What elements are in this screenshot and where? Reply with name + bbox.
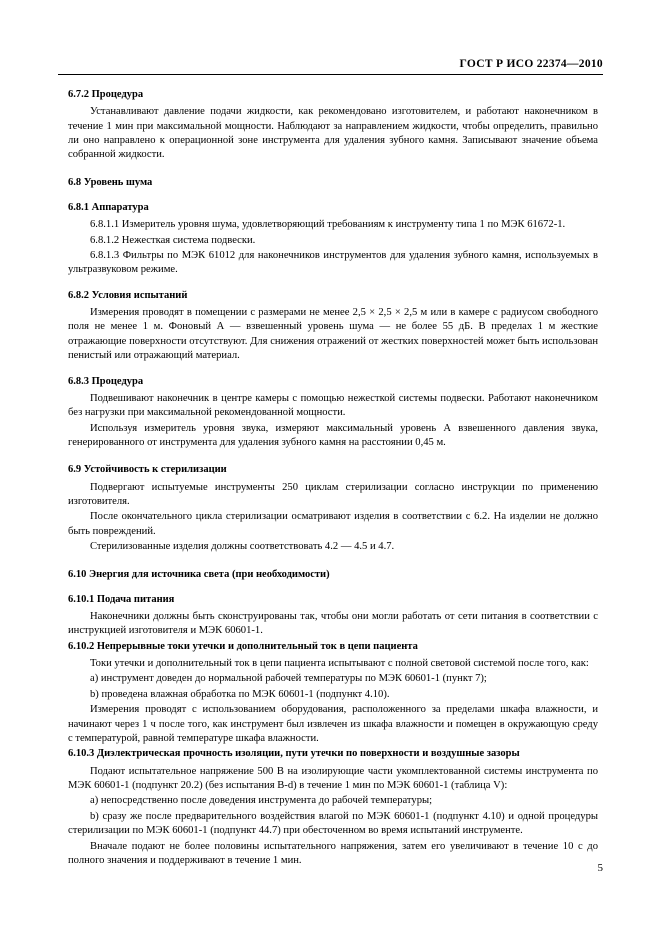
- paragraph-6-9-1: Подвергают испытуемые инструменты 250 циклам стерилизации согласно инструкции по применению изготовителя.: [68, 481, 598, 507]
- paragraph-6-10-1-1: Наконечники должны быть сконструированы так, чтобы они могли работать от сети питания в соответствии с инструкцией изготовителя и МЭК 60601-1.: [68, 610, 598, 637]
- page-header-standard-number: ГОСТ Р ИСО 22374—2010: [459, 58, 603, 70]
- list-item-6-10-3-b: b) сразу же после предварительного воздействия влагой по МЭК 60601-1 (подпункт 4.10) и одной процедуры стерилизации по МЭК 60601-1 (подпункт 44.7) при обесточенном во время испытаний инструменте.: [68, 810, 598, 837]
- list-item-6-10-3-a: a) непосредственно после доведения инструмента до рабочей температуры;: [90, 795, 433, 807]
- heading-6-10-1: 6.10.1 Подача питания: [68, 593, 175, 605]
- heading-6-10: 6.10 Энергия для источника света (при необходимости): [68, 568, 330, 580]
- list-item-6-10-2-a: a) инструмент доведен до нормальной рабочей температуры по МЭК 60601-1 (пункт 7);: [90, 673, 487, 685]
- heading-6-8-3: 6.8.3 Процедура: [68, 375, 144, 387]
- paragraph-6-8-1-1: 6.8.1.1 Измеритель уровня шума, удовлетворяющий требованиям к инструменту типа 1 по МЭК 61672-1.: [90, 219, 566, 231]
- heading-6-9: 6.9 Устойчивость к стерилизации: [68, 464, 227, 476]
- heading-6-8: 6.8 Уровень шума: [68, 176, 153, 188]
- heading-6-8-1: 6.8.1 Аппаратура: [68, 201, 149, 213]
- heading-6-7-2: 6.7.2 Процедура: [68, 89, 144, 100]
- paragraph-6-10-3-final: Вначале подают не более половины испытательного напряжения, затем его увеличивают в течение 10 с до полного значения и поддерживают в течение 1 мин.: [68, 840, 598, 866]
- paragraph-6-7-2-procedure: Устанавливают давление подачи жидкости, как рекомендовано изготовителем, и работают наконечником в течение 1 мин при максимальной мощности. Наблюдают за направлением жидкости, чтобы определить, правильно ли оно направлено к операционной зоне инструмента для удаления зубного камня. Записывают значение объема собранной жидкости.: [68, 106, 598, 161]
- paragraph-6-8-3-1: Подвешивают наконечник в центре камеры с помощью нежесткой системы подвески. Работают наконечником без нагрузки при максимальной рекомендованной мощности.: [68, 392, 598, 419]
- heading-6-8-2: 6.8.2 Условия испытаний: [68, 289, 188, 301]
- document-body: [68, 88, 598, 869]
- header-divider: [58, 74, 603, 75]
- page-number: 5: [597, 862, 603, 874]
- paragraph-6-8-1-3: 6.8.1.3 Фильтры по МЭК 61012 для наконечников инструментов для удаления зубного камня, используемых в ультразвуковом режиме.: [68, 249, 598, 276]
- paragraph-6-8-2-conditions: Измерения проводят в помещении с размерами не менее 2,5 × 2,5 × 2,5 м или в камере с радиусом свободного поля не менее 1 м. Фоновый А — взвешенный уровень шума — не более 55 дБ. В пределах 1 м жесткие отражающие поверхности отсутствуют. Для снижения отражений от жестких поверхностей может быть использован пенистый или отражающий материал.: [68, 306, 598, 362]
- heading-6-10-3: 6.10.3 Диэлектрическая прочность изоляции, пути утечки по поверхности и воздушные зазоры: [68, 748, 520, 760]
- paragraph-6-9-2: После окончательного цикла стерилизации осматривают изделия в соответствии с 6.2. На изделии не должно быть повреждений.: [68, 511, 598, 537]
- heading-6-10-2: 6.10.2 Непрерывные токи утечки и дополнительный ток в цепи пациента: [68, 640, 418, 652]
- paragraph-6-8-3-2: Используя измеритель уровня звука, измеряют максимальный уровень А взвешенного давления звука, генерированного от инструмента для удаления зубного камня на расстоянии 0,45 м.: [68, 422, 598, 448]
- paragraph-6-8-1-2: 6.8.1.2 Нежесткая система подвески.: [90, 234, 256, 246]
- paragraph-6-10-2-intro: Токи утечки и дополнительный ток в цепи пациента испытывают с полной световой системой после того, как:: [90, 657, 589, 669]
- paragraph-6-9-3: Стерилизованные изделия должны соответствовать 4.2 — 4.5 и 4.7.: [90, 541, 395, 553]
- list-item-6-10-2-b: b) проведена влажная обработка по МЭК 60601-1 (подпункт 4.10).: [90, 688, 390, 700]
- paragraph-6-10-3-intro: Подают испытательное напряжение 500 В на изолирующие части укомплектованной системы инструмента по МЭК 60601-1 (подпункт 20.2) (без испытания B-d) в течение 1 мин по МЭК 60601-1 (таблица V):: [68, 765, 598, 791]
- paragraph-6-10-2-measurements: Измерения проводят с использованием оборудования, расположенного за пределами шкафа влажности, и начинают через 1 ч после того, как инструмент был извлечен из шкафа влажности и помещен в окружающую среду с температурой, равной температуре шкафа влажности.: [68, 704, 598, 744]
